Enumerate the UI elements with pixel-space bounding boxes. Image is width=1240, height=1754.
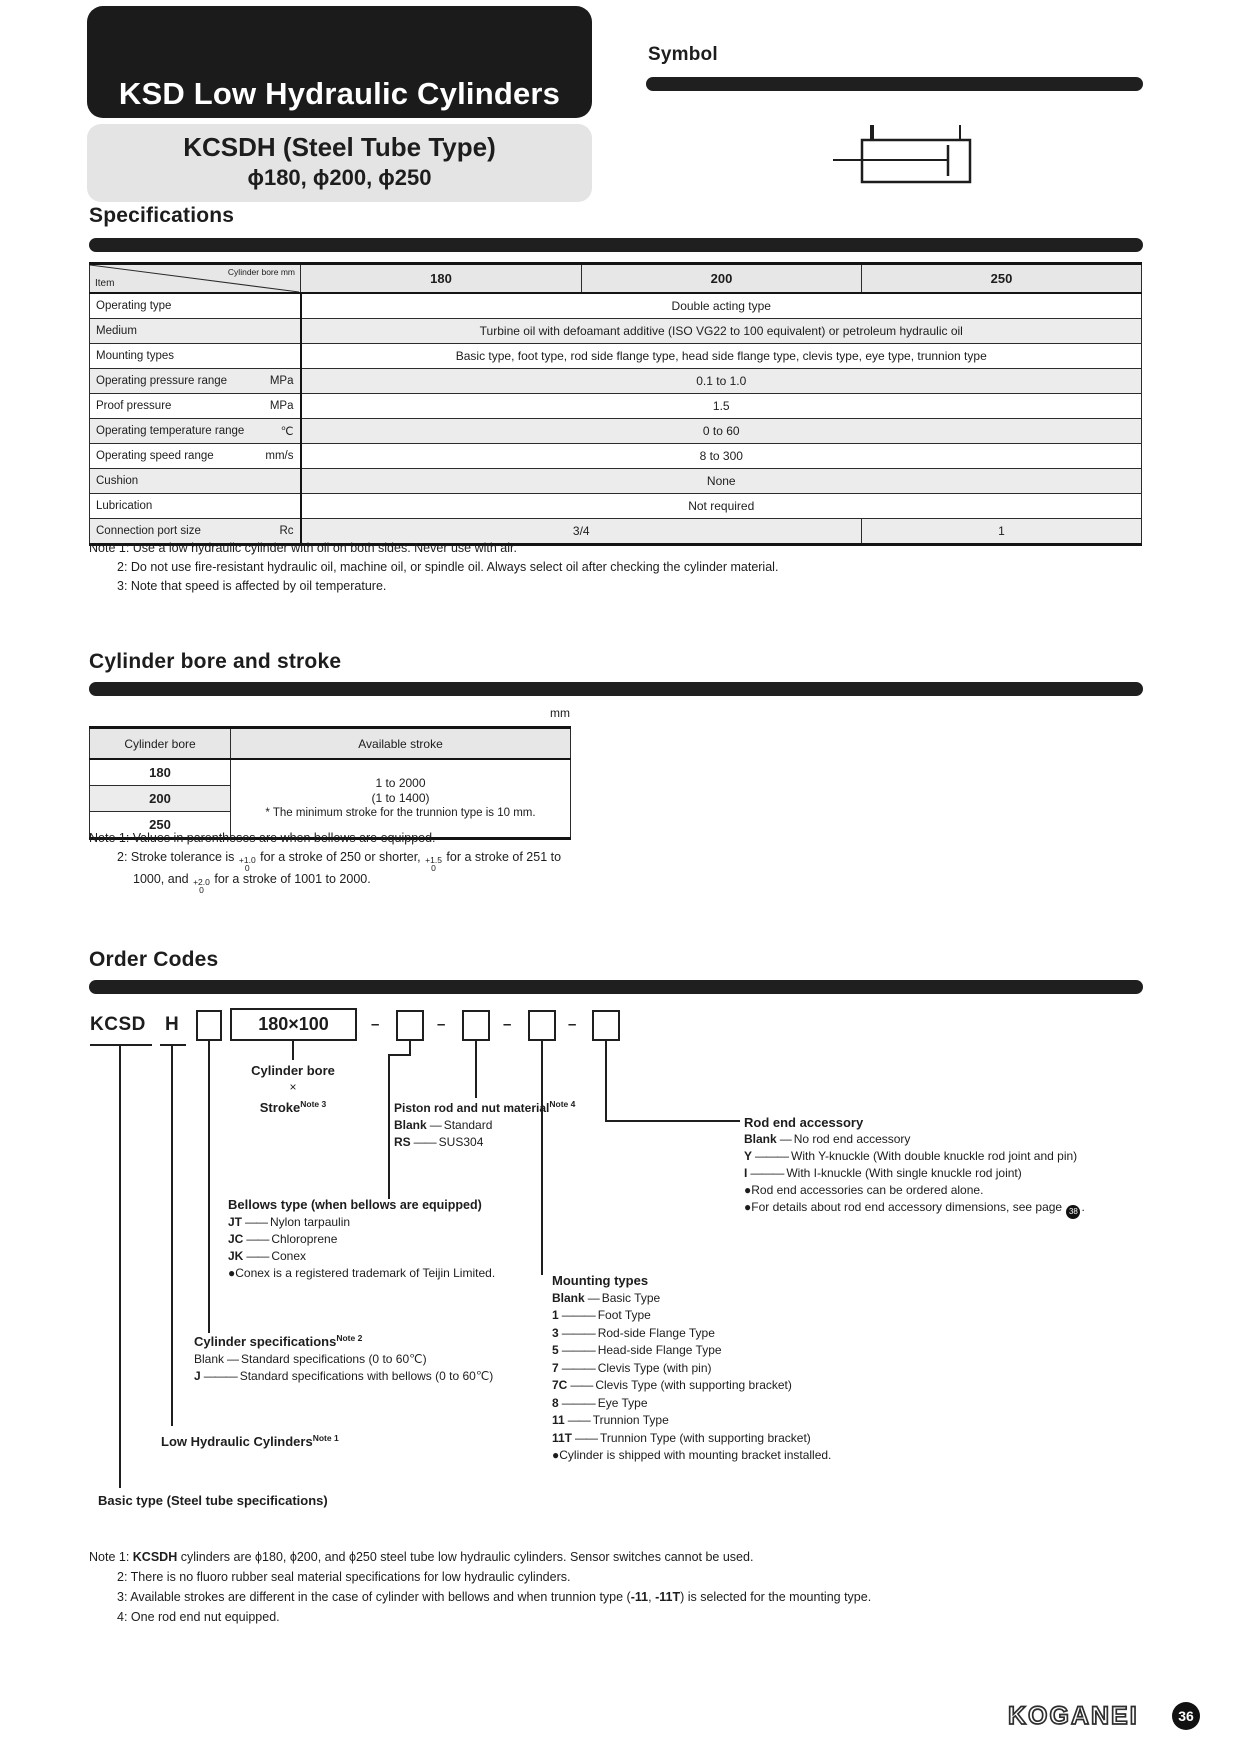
piston-rod-block: [394, 1096, 575, 1151]
bellows-block: [228, 1196, 495, 1282]
item-code: JK: [228, 1249, 244, 1263]
bore-stroke-note-2-line1: [117, 850, 561, 872]
note-text: for a stroke of 250 or shorter,: [256, 850, 425, 864]
order-code-prefix: KCSD: [90, 1014, 146, 1035]
item-desc: Standard specifications with bellows (0 to 60℃): [239, 1369, 494, 1383]
list-item: [744, 1131, 1085, 1148]
list-item: [228, 1231, 495, 1248]
order-codes-heading: Order Codes: [89, 948, 219, 971]
note-bold: KCSDH: [132, 1550, 178, 1564]
note-text: for a stroke of 1001 to 2000.: [210, 872, 371, 886]
series-title: KSD Low Hydraulic Cylinders: [118, 76, 561, 111]
title-text: Bellows type: [228, 1197, 308, 1212]
connector-bore-stroke: [292, 1041, 294, 1060]
item-leader: ———: [561, 1395, 595, 1410]
list-item: [552, 1342, 831, 1360]
row-label: Operating speed range: [96, 450, 214, 462]
item-code: 11: [552, 1413, 565, 1427]
spec-note-3: 3: Note that speed is affected by oil temperature.: [117, 579, 387, 593]
tolerance-lower: 0: [244, 863, 250, 873]
tolerance-lower: 0: [431, 863, 436, 873]
item-leader: ——: [575, 1430, 598, 1445]
note-text: 3: Available strokes are different in the case of cylinder with bellows and when trunnion type (: [117, 1590, 631, 1604]
bore-col-header: Cylinder bore: [90, 728, 231, 760]
row-value: Not required: [301, 494, 1142, 519]
mounting-block: [552, 1272, 831, 1465]
item-leader: ——: [245, 1215, 268, 1229]
item-desc: Eye Type: [597, 1395, 648, 1410]
spec-corner-cell: [90, 264, 301, 294]
rod-end-bullet-1: ●Rod end accessories can be ordered alone.: [744, 1183, 984, 1197]
cylinder-spec-block: [194, 1330, 493, 1385]
cylinder-symbol-diagram: [700, 100, 1000, 200]
item-leader: ———: [750, 1166, 784, 1180]
item-desc: With Y-knuckle (With double knuckle rod joint and pin): [791, 1149, 1078, 1163]
connector-piston-rod: [475, 1041, 477, 1098]
tolerance-3: [193, 878, 210, 894]
row-value: Turbine oil with defoamant additive (ISO VG22 to 100 equivalent) or petroleum hydraulic oil: [301, 319, 1142, 344]
item-leader: ——: [246, 1232, 269, 1246]
list-item: [552, 1430, 831, 1448]
tolerance-2: [425, 856, 442, 872]
row-label: Operating temperature range: [96, 425, 245, 437]
list-item: [194, 1351, 493, 1368]
list-item: [552, 1412, 831, 1430]
row-unit: mm/s: [265, 450, 294, 462]
item-code: 8: [552, 1395, 559, 1410]
bore-value: 180: [90, 759, 231, 786]
note-ref: Note 3: [300, 1099, 327, 1109]
title-text: Cylinder specifications: [194, 1334, 337, 1349]
stroke-range: 1 to 2000: [375, 776, 426, 790]
item-desc: Conex: [271, 1249, 307, 1263]
item-desc: Nylon tarpaulin: [270, 1215, 351, 1229]
cylinder-spec-box: [196, 1010, 222, 1041]
item-code: JC: [228, 1232, 244, 1246]
bore-stroke-header-row: [90, 728, 571, 760]
item-leader: —: [227, 1352, 239, 1366]
list-item: [552, 1325, 831, 1343]
note-bold: -11: [630, 1590, 649, 1604]
code-dash: –: [503, 1016, 512, 1033]
row-value: 0.1 to 1.0: [301, 369, 1142, 394]
code-dash: –: [371, 1016, 380, 1033]
item-leader: ——: [567, 1413, 590, 1427]
rod-end-title: Rod end accessory: [744, 1115, 864, 1130]
connector-rod-end-a: [605, 1041, 607, 1122]
bullet-text: ●For details about rod end accessory dimensions, see page: [744, 1200, 1066, 1214]
connector-basic-type: [119, 1044, 121, 1488]
item-desc: Foot Type: [597, 1308, 651, 1322]
bore-stroke-label: [213, 1062, 373, 1117]
specifications-heading: Specifications: [89, 204, 235, 227]
item-leader: ——: [246, 1249, 269, 1263]
item-leader: —: [429, 1118, 441, 1132]
item-code: 3: [552, 1325, 559, 1340]
koganei-logo: KOGANEI: [1008, 1702, 1139, 1730]
table-row: [90, 369, 1142, 394]
note-text: 1000, and: [133, 872, 193, 886]
connector-rod-end-b: [605, 1120, 740, 1122]
item-code: Blank: [744, 1132, 777, 1146]
list-item: [552, 1395, 831, 1413]
item-desc: Clevis Type (with pin): [597, 1360, 712, 1375]
row-label: Operating type: [96, 300, 172, 312]
code-dash: –: [568, 1016, 577, 1033]
stroke-col-header: Available stroke: [231, 728, 571, 760]
connector-bellows-b: [388, 1054, 411, 1056]
item-leader: —: [779, 1132, 791, 1146]
note-text: Note 1:: [89, 1550, 133, 1564]
corner-top-label: Cylinder bore mm: [227, 267, 295, 277]
row-value: 1: [862, 519, 1142, 545]
tolerance-upper: +1.0: [238, 855, 256, 865]
row-unit: MPa: [269, 400, 294, 412]
bore-stroke-unit: mm: [550, 706, 570, 720]
item-desc: Head-side Flange Type: [597, 1343, 722, 1357]
spec-note-2: 2: Do not use fire-resistant hydraulic oil, machine oil, or spindle oil. Always select oil after checking the cylinder material.: [117, 560, 779, 574]
item-code: 5: [552, 1343, 559, 1357]
item-code: Blank: [552, 1290, 585, 1305]
list-item: [394, 1117, 575, 1134]
bore-label-line: Cylinder bore: [251, 1063, 335, 1078]
title-text: Basic type (Steel tube specifications): [98, 1493, 328, 1508]
cylinder-spec-title: [194, 1330, 493, 1351]
stroke-cell: [231, 759, 571, 839]
note-text: ) is selected for the mounting type.: [680, 1590, 872, 1604]
bellows-bullet: ●Conex is a registered trademark of Teijin Limited.: [228, 1266, 496, 1280]
corner-bottom-label: Item: [95, 278, 115, 289]
connector-low-hydraulic: [171, 1044, 173, 1426]
stroke-label-line: [213, 1096, 373, 1117]
row-value: Basic type, foot type, rod side flange type, head side flange type, clevis type, eye type, trunnion type: [301, 344, 1142, 369]
item-desc: Standard specifications (0 to 60℃): [241, 1352, 427, 1366]
item-desc: Chloroprene: [271, 1232, 338, 1246]
symbol-heading-bar: [646, 77, 1143, 91]
bore-stroke-heading: Cylinder bore and stroke: [89, 650, 342, 673]
note-text: 2: Stroke tolerance is: [117, 850, 238, 864]
specifications-heading-bar: [89, 238, 1143, 252]
mounting-bullet: ●Cylinder is shipped with mounting bracket installed.: [552, 1448, 832, 1462]
row-value: 8 to 300: [301, 444, 1142, 469]
row-label: Medium: [96, 325, 137, 337]
list-item: [228, 1214, 495, 1231]
item-code: 11T: [552, 1430, 573, 1445]
item-desc: Trunnion Type: [592, 1413, 669, 1427]
row-unit: MPa: [269, 375, 294, 387]
list-item: [552, 1360, 831, 1378]
spec-col-250: 250: [862, 264, 1142, 294]
stroke-range-bellows: (1 to 1400): [371, 791, 430, 805]
item-leader: ———: [561, 1308, 595, 1322]
note-bold: -11T: [655, 1590, 681, 1604]
table-row: [90, 319, 1142, 344]
bore-stroke-code: 180×100: [258, 1014, 329, 1034]
piston-rod-title: [394, 1096, 575, 1117]
item-code: 7: [552, 1360, 559, 1375]
bore-stroke-box: [230, 1008, 357, 1041]
bore-stroke-note-1: Note 1: Values in parentheses are when bellows are equipped.: [89, 831, 436, 845]
stroke-word: Stroke: [259, 1100, 301, 1115]
footer-note-2: 2: There is no fluoro rubber seal material specifications for low hydraulic cylinders.: [117, 1570, 571, 1584]
table-row: [90, 394, 1142, 419]
row-value: None: [301, 469, 1142, 494]
bellows-code-box: [396, 1010, 424, 1041]
item-leader: ——: [570, 1378, 593, 1392]
item-code: I: [744, 1166, 748, 1180]
circled-page-38: 38: [1066, 1205, 1080, 1219]
title-text: Piston rod and nut material: [394, 1101, 550, 1115]
specifications-table: [89, 262, 1142, 546]
item-leader: ——: [413, 1135, 436, 1149]
list-item: [552, 1290, 831, 1308]
row-value: 3/4: [301, 519, 862, 545]
item-desc: Standard: [443, 1118, 493, 1132]
bore-value: 250: [90, 812, 231, 839]
list-item: [744, 1165, 1085, 1182]
list-item: [394, 1134, 575, 1151]
list-item: [552, 1307, 831, 1325]
row-label: Cushion: [96, 475, 139, 487]
bore-stroke-heading-bar: [89, 682, 1143, 696]
table-row: [90, 444, 1142, 469]
item-code: J: [194, 1369, 201, 1383]
item-leader: ———: [561, 1325, 595, 1340]
table-row: [90, 759, 571, 786]
item-leader: —: [587, 1290, 599, 1305]
piston-rod-code-box: [462, 1010, 490, 1041]
bore-stroke-note-2-line2: [133, 872, 371, 894]
table-row: [90, 344, 1142, 369]
item-leader: ———: [203, 1369, 237, 1383]
row-label: Proof pressure: [96, 400, 172, 412]
note-ref: Note 2: [336, 1333, 363, 1343]
note-ref: Note 4: [549, 1099, 576, 1109]
tolerance-upper: +1.5: [425, 855, 442, 865]
item-code: Blank: [394, 1118, 427, 1132]
list-item: [194, 1368, 493, 1385]
tolerance-1: [239, 856, 256, 872]
code-dash: –: [437, 1016, 446, 1033]
rod-end-code-box: [592, 1010, 620, 1041]
row-value: 0 to 60: [301, 419, 1142, 444]
connector-cylinder-spec: [208, 1041, 210, 1333]
spec-note-1: Note 1: Use a low hydraulic cylinder with oil on both sides. Never use with air.: [89, 541, 517, 555]
row-unit: Rc: [279, 525, 294, 537]
item-desc: No rod end accessory: [793, 1132, 911, 1146]
list-item: [744, 1148, 1085, 1165]
list-item: [552, 1377, 831, 1395]
mounting-title: Mounting types: [552, 1273, 649, 1288]
bullet-text: .: [1081, 1200, 1085, 1214]
spec-col-180: 180: [301, 264, 582, 294]
spec-header-row: [90, 264, 1142, 294]
prefix-underline: [90, 1044, 152, 1046]
basic-type-label: [98, 1492, 328, 1510]
table-row: [90, 469, 1142, 494]
symbol-heading: Symbol: [648, 44, 718, 65]
item-desc: Clevis Type (with supporting bracket): [595, 1378, 792, 1392]
series-banner: [87, 6, 592, 118]
order-codes-heading-bar: [89, 980, 1143, 994]
item-code: 1: [552, 1308, 559, 1322]
bore-value: 200: [90, 786, 231, 812]
item-leader: ———: [561, 1343, 595, 1357]
row-label: Connection port size: [96, 525, 201, 537]
item-code: Y: [744, 1149, 753, 1163]
rod-end-bullet-2: [744, 1199, 1085, 1219]
tolerance-lower: 0: [199, 885, 204, 895]
connector-bellows-c: [388, 1054, 390, 1199]
order-code-series: H: [165, 1014, 180, 1035]
row-label: Lubrication: [96, 500, 153, 512]
item-desc: With I-knuckle (With single knuckle rod joint): [786, 1166, 1022, 1180]
footer-note-1: [89, 1550, 753, 1564]
item-desc: Trunnion Type (with supporting bracket): [600, 1430, 811, 1445]
list-item: [228, 1248, 495, 1265]
row-value: Double acting type: [301, 293, 1142, 319]
row-label: Mounting types: [96, 350, 174, 362]
series-underline: [160, 1044, 186, 1046]
item-code: JT: [228, 1215, 243, 1229]
rod-end-block: [744, 1114, 1085, 1219]
times-sign: ×: [289, 1080, 297, 1094]
note-text: cylinders are ϕ180, ϕ200, and ϕ250 steel tube low hydraulic cylinders. Sensor switches cannot be used.: [177, 1550, 754, 1564]
tolerance-upper: +2.0: [193, 877, 210, 887]
footer-note-4: 4: One rod end nut equipped.: [117, 1610, 280, 1624]
table-row: [90, 293, 1142, 319]
row-unit: ℃: [280, 426, 294, 438]
item-code: RS: [394, 1135, 411, 1149]
page-number-badge: 36: [1172, 1702, 1200, 1730]
item-leader: ———: [561, 1360, 595, 1375]
low-hydraulic-label: [161, 1430, 339, 1451]
table-row: [90, 494, 1142, 519]
mounting-code-box: [528, 1010, 556, 1041]
model-title: KCSDH (Steel Tube Type): [183, 132, 496, 162]
table-row: [90, 419, 1142, 444]
bellows-title: [228, 1196, 495, 1214]
note-ref: Note 1: [312, 1433, 339, 1443]
footer-note-3: [117, 1590, 871, 1604]
item-desc: Basic Type: [601, 1290, 661, 1305]
bore-sizes: ϕ180, ϕ200, ϕ250: [247, 165, 432, 190]
item-code: Blank: [194, 1352, 225, 1366]
note-text: for a stroke of 251 to: [442, 850, 562, 864]
item-desc: SUS304: [438, 1135, 484, 1149]
row-value: 1.5: [301, 394, 1142, 419]
model-banner: [87, 124, 592, 202]
item-desc: Rod-side Flange Type: [597, 1325, 715, 1340]
title-suffix: (when bellows are equipped): [307, 1198, 482, 1212]
item-leader: ———: [755, 1149, 789, 1163]
title-text: Low Hydraulic Cylinders: [161, 1434, 313, 1449]
stroke-note: * The minimum stroke for the trunnion type is 10 mm.: [265, 807, 536, 819]
bore-stroke-table: [89, 726, 571, 840]
item-code: 7C: [552, 1378, 568, 1392]
connector-mounting: [541, 1041, 543, 1275]
row-label: Operating pressure range: [96, 375, 228, 387]
note-text: ,: [648, 1590, 656, 1604]
spec-col-200: 200: [582, 264, 862, 294]
